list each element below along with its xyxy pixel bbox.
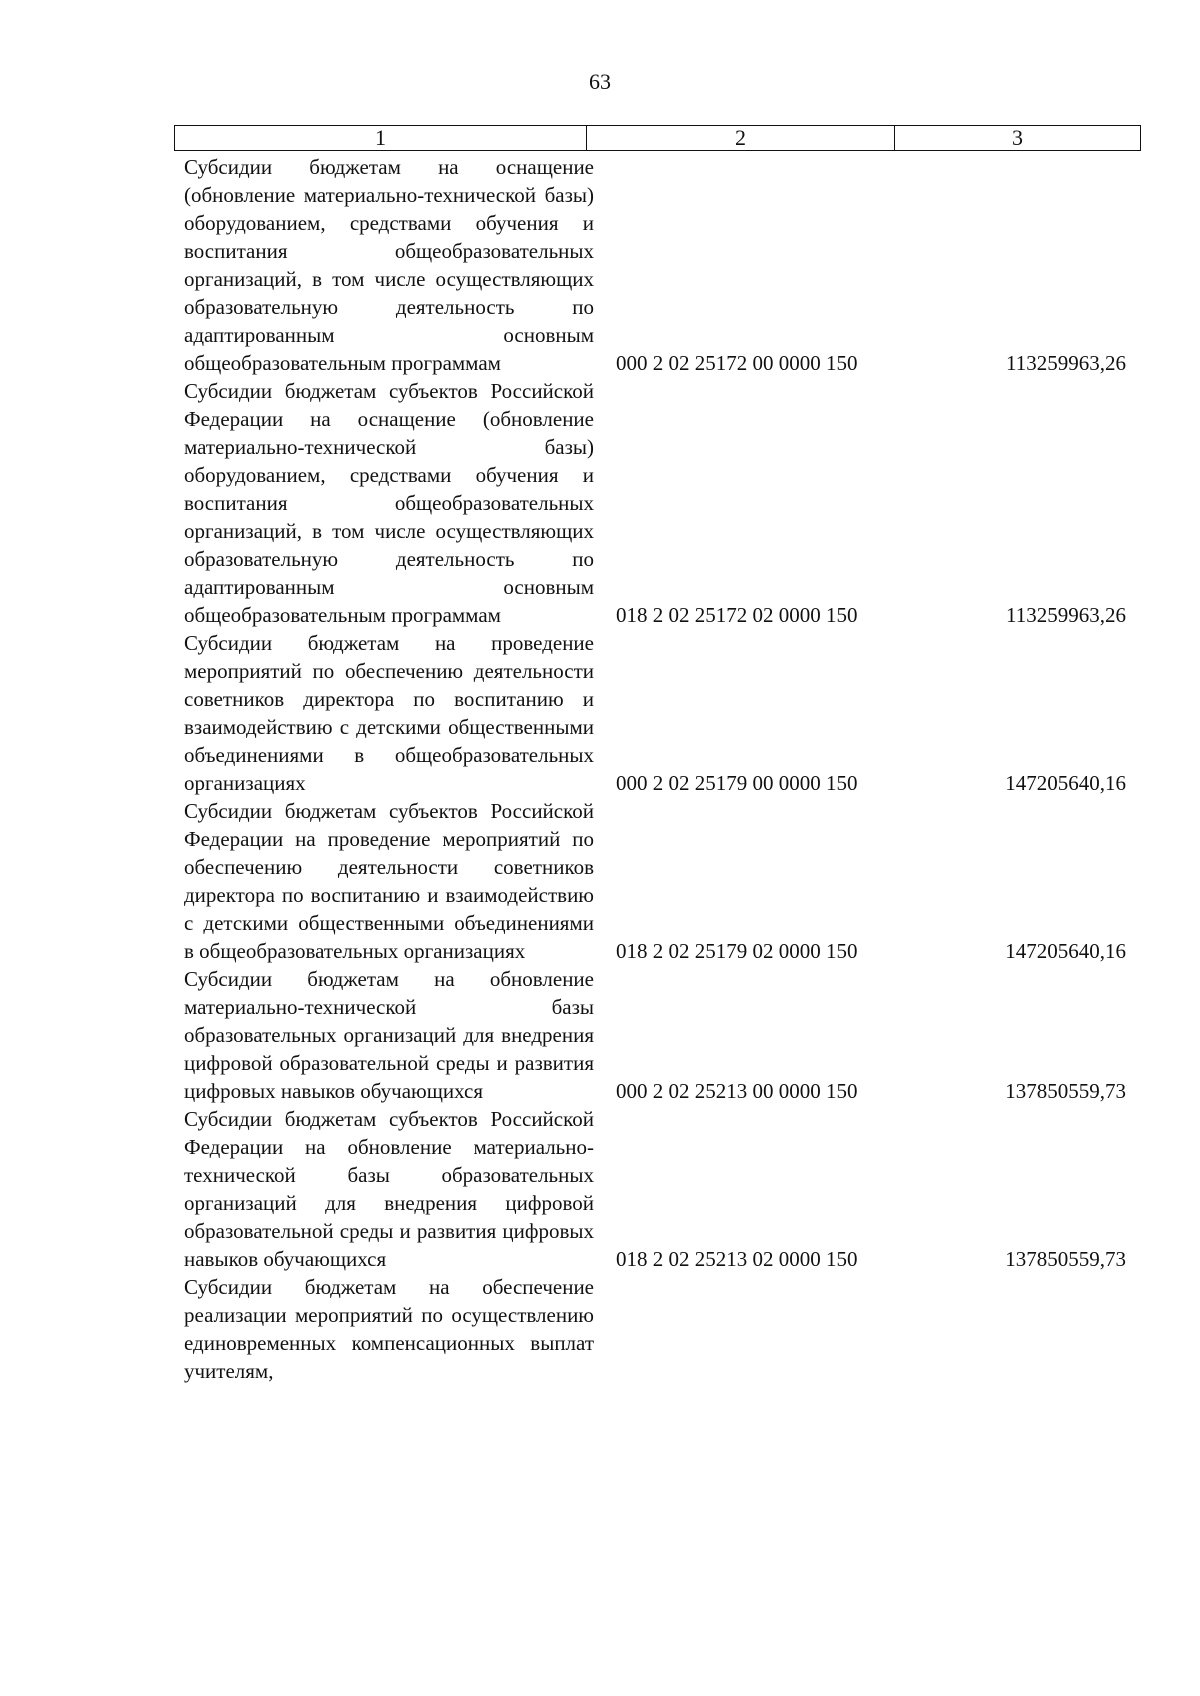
- row-description: Субсидии бюджетам на обеспечение реализации мероприятий по осуществлению единовременных компенсационных выплат учителям,: [184, 1275, 594, 1383]
- row-description: Субсидии бюджетам на обновление материально-технической базы образовательных организаций для внедрения цифровой образовательной среды и развития цифровых навыков обучающихся: [184, 967, 594, 1103]
- row-description: Субсидии бюджетам субъектов Российской Федерации на проведение мероприятий по обеспечению деятельности советников директора по воспитанию и взаимодействию с детскими общественными объединениями в общеобразовательных организациях: [184, 799, 594, 963]
- header-row: [175, 126, 1141, 151]
- row-description: Субсидии бюджетам субъектов Российской Федерации на обновление материально-технической базы образовательных организаций для внедрения цифровой образовательной среды и развития цифровых навыков обучающихся: [184, 1107, 594, 1271]
- page-number: 63: [589, 69, 611, 94]
- column-header-3: 3: [895, 126, 1141, 151]
- row-code: 000 2 02 25172 00 0000 150: [616, 351, 858, 375]
- row-code: 018 2 02 25179 02 0000 150: [616, 939, 858, 963]
- row-description: Субсидии бюджетам субъектов Российской Федерации на оснащение (обновление материально-технической базы) оборудованием, средствами обучения и воспитания общеобразовательных организаций, в том числе осуществляющих образовательную деятельность по адаптированным основным общеобразовательным программам: [184, 379, 594, 627]
- row-code: 018 2 02 25213 02 0000 150: [616, 1247, 858, 1271]
- row-code: 018 2 02 25172 02 0000 150: [616, 603, 858, 627]
- row-amount: 113259963,26: [1006, 603, 1126, 627]
- table-row: [0, 1105, 1200, 1273]
- row-amount: 137850559,73: [1005, 1079, 1126, 1103]
- column-header-1: 1: [175, 126, 587, 151]
- row-amount: 147205640,16: [1005, 939, 1126, 963]
- row-amount: 147205640,16: [1005, 771, 1126, 795]
- row-code: 000 2 02 25179 00 0000 150: [616, 771, 858, 795]
- table-row: [0, 153, 1200, 377]
- table-row: [0, 965, 1200, 1105]
- table-body: [0, 153, 1200, 1385]
- table-header: [174, 125, 1141, 151]
- row-amount: 137850559,73: [1005, 1247, 1126, 1271]
- row-description: Субсидии бюджетам на проведение мероприятий по обеспечению деятельности советников директора по воспитанию и взаимодействию с детскими общественными объединениями в общеобразовательных организациях: [184, 631, 594, 795]
- table-row: [0, 377, 1200, 629]
- table-row: [0, 1273, 1200, 1385]
- column-header-2: 2: [587, 126, 895, 151]
- row-amount: 113259963,26: [1006, 351, 1126, 375]
- table-row: [0, 797, 1200, 965]
- table-row: [0, 629, 1200, 797]
- row-description: Субсидии бюджетам на оснащение (обновление материально-технической базы) оборудованием, средствами обучения и воспитания общеобразовательных организаций, в том числе осуществляющих образовательную деятельность по адаптированным основным общеобразовательным программам: [184, 155, 594, 375]
- row-code: 000 2 02 25213 00 0000 150: [616, 1079, 858, 1103]
